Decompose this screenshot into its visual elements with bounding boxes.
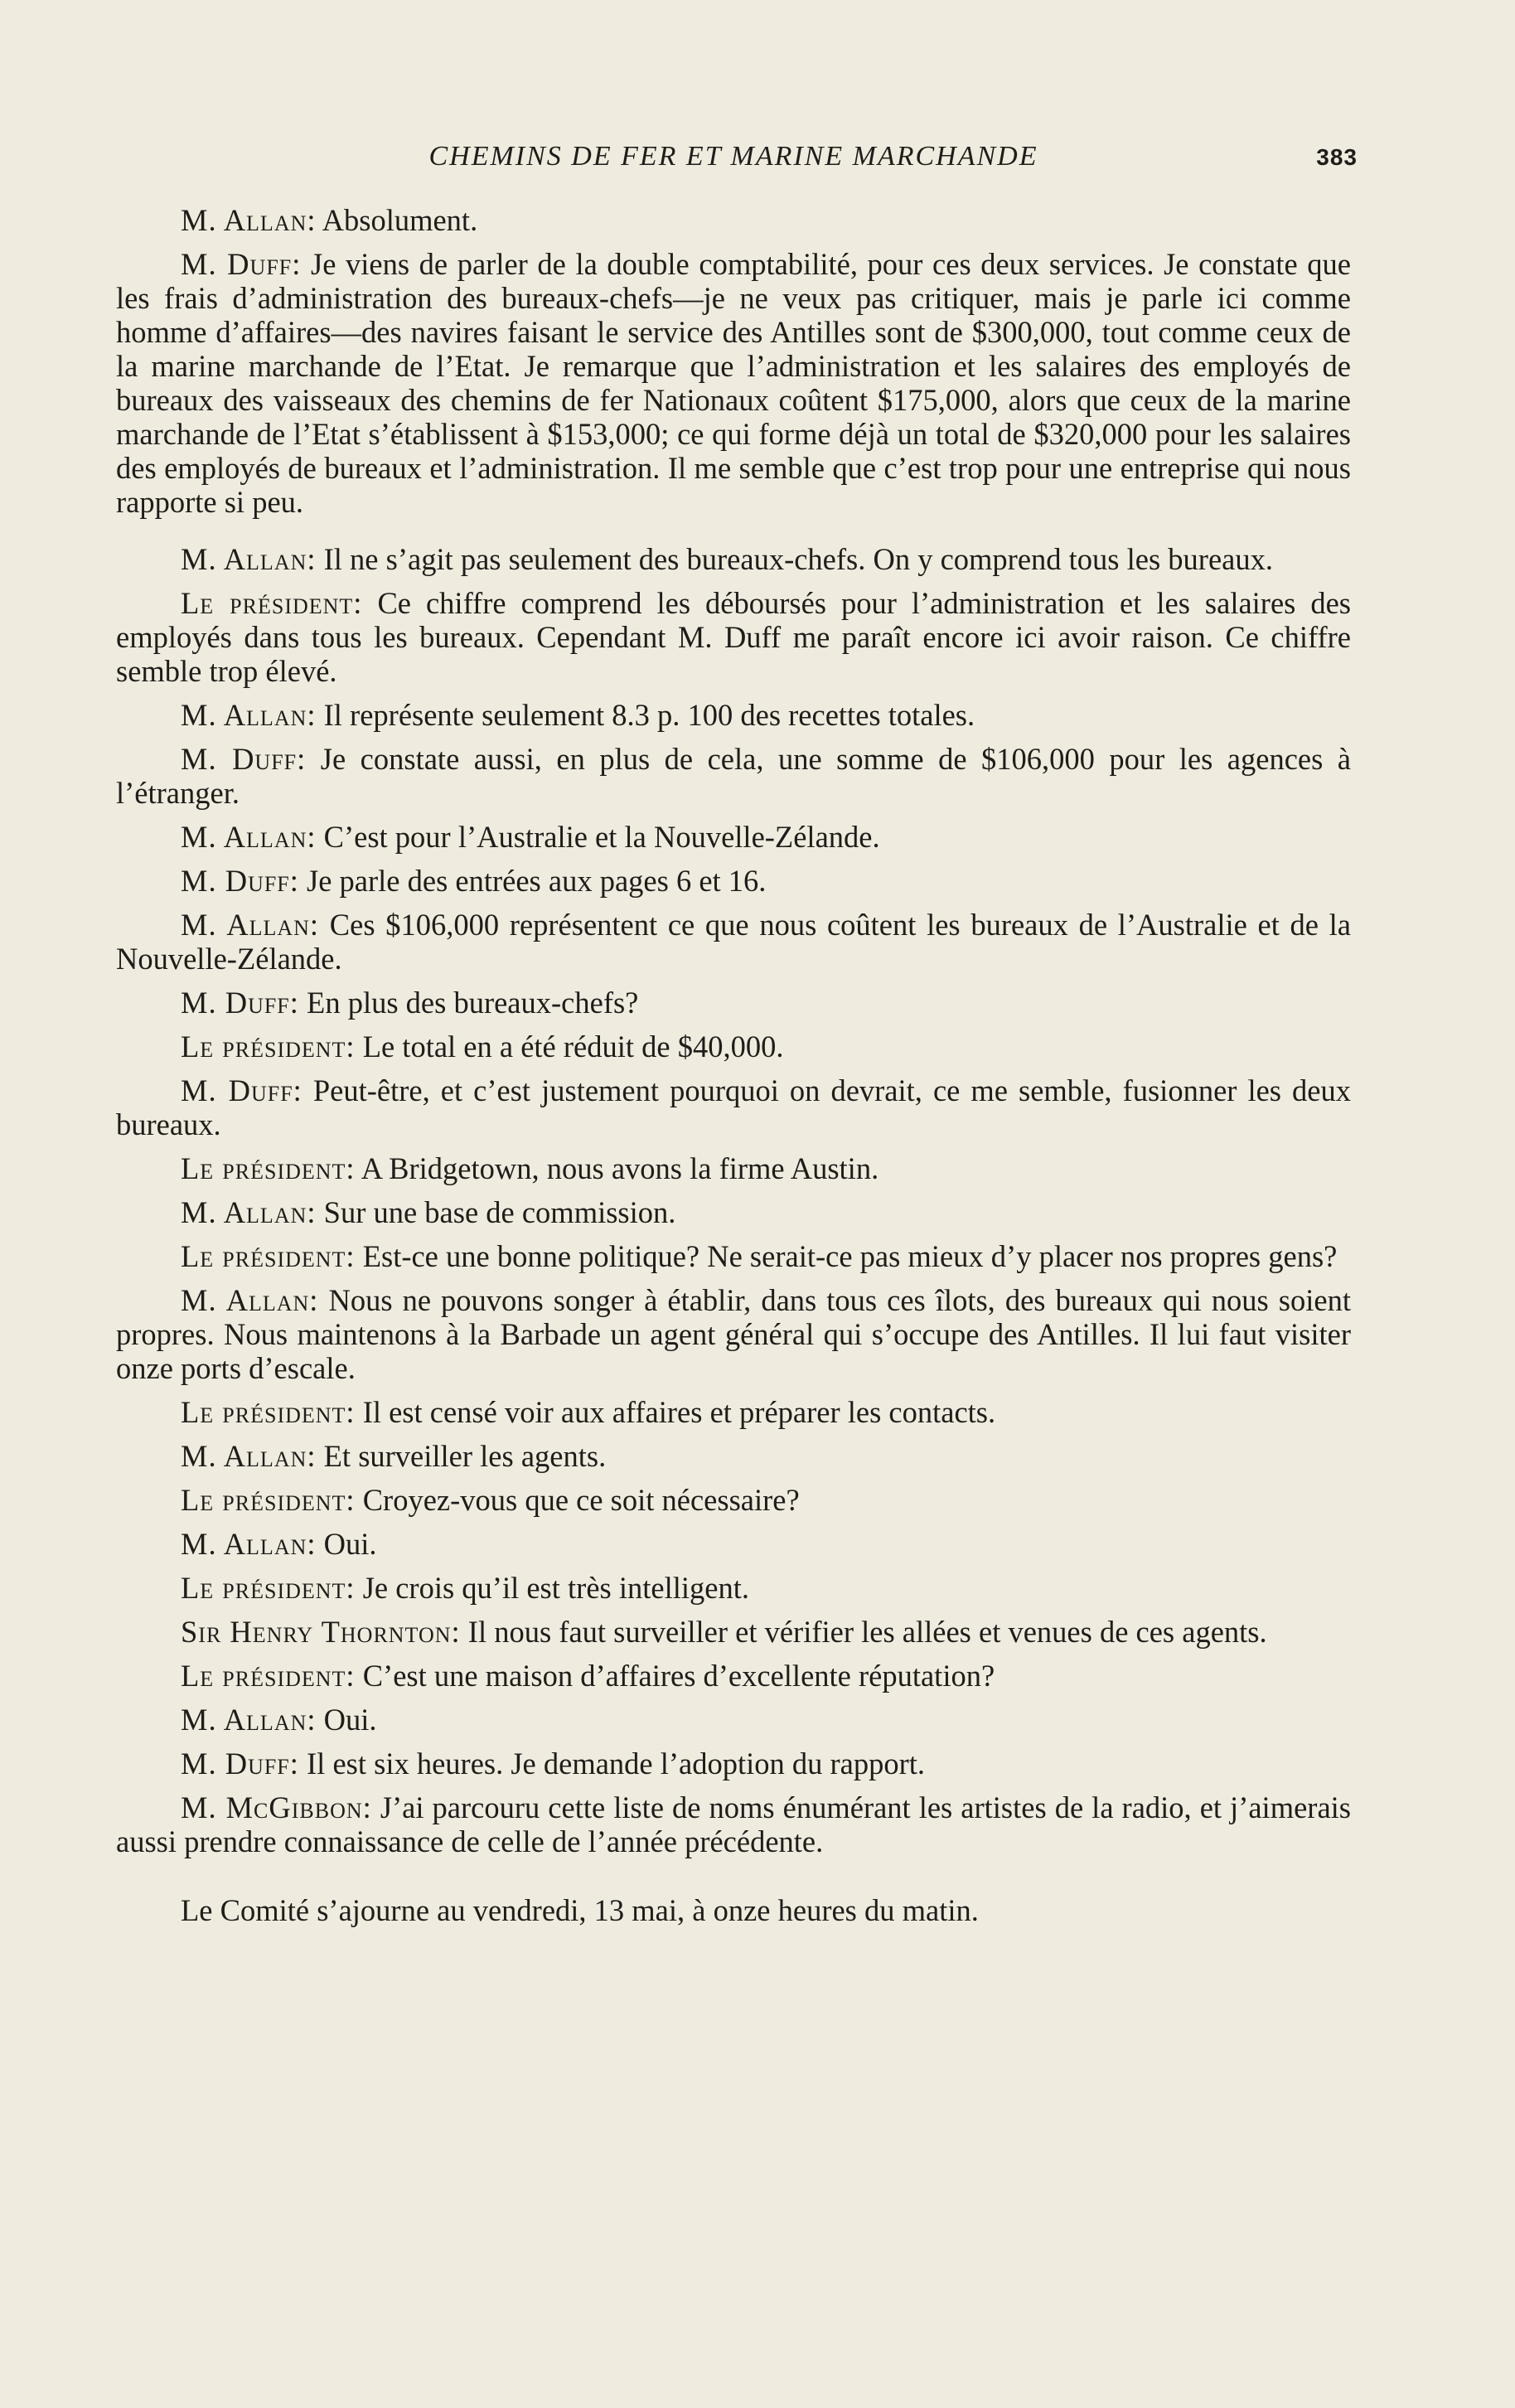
paragraph xyxy=(116,698,1351,732)
statement: Je parle des entrées aux pages 6 et 16. xyxy=(307,864,767,898)
paragraph xyxy=(116,542,1351,576)
speaker: M. Duff: xyxy=(181,864,299,898)
paragraph xyxy=(116,1439,1351,1473)
statement: Ce chiffre comprend les déboursés pour l’administration et les salaires des employés dans tous les bureaux. Cependant M. Duff me paraît encore ici avoir raison. Ce chiffre semble trop élevé. xyxy=(116,586,1352,688)
paragraph xyxy=(116,1747,1351,1781)
paragraph xyxy=(116,820,1351,854)
speaker: M. Duff: xyxy=(181,742,307,776)
paragraph xyxy=(116,247,1351,519)
page-number: 383 xyxy=(1316,144,1358,170)
statement: Il est six heures. Je demande l’adoption du rapport. xyxy=(307,1747,926,1781)
speaker: M. Allan: xyxy=(181,908,320,942)
statement: Est-ce une bonne politique? Ne serait-ce pas mieux d’y placer nos propres gens? xyxy=(362,1239,1338,1273)
speaker: M. Allan: xyxy=(181,820,317,854)
statement: Il nous faut surveiller et vérifier les allées et venues de ces agents. xyxy=(467,1615,1267,1649)
statement: Je crois qu’il est très intelligent. xyxy=(362,1571,749,1605)
paragraph xyxy=(116,986,1351,1020)
speaker: M. Allan: xyxy=(181,1703,317,1737)
paragraph xyxy=(116,1659,1351,1693)
running-header xyxy=(116,141,1358,184)
speaker: M. Allan: xyxy=(181,1527,317,1561)
statement: Il ne s’agit pas seulement des bureaux-chefs. On y comprend tous les bureaux. xyxy=(323,542,1273,576)
paragraph xyxy=(116,1483,1351,1517)
paragraph xyxy=(116,1527,1351,1561)
speaker: Le président: xyxy=(181,1239,356,1273)
paragraph xyxy=(116,1395,1351,1429)
statement: Le total en a été réduit de $40,000. xyxy=(362,1030,784,1063)
paragraph xyxy=(116,1571,1351,1605)
statement: Il est censé voir aux affaires et préparer les contacts. xyxy=(362,1395,996,1429)
statement: Je constate aussi, en plus de cela, une somme de $106,000 pour les agences à l’étranger. xyxy=(116,742,1352,810)
statement: Nous ne pouvons songer à établir, dans tous ces îlots, des bureaux qui nous soient propres. Nous maintenons à la Barbade un agent général qui s’occupe des Antilles. Il lui faut visiter onze ports d’escale. xyxy=(116,1283,1351,1385)
speaker: M. Duff: xyxy=(181,986,299,1020)
speaker: M. Allan: xyxy=(181,1283,319,1317)
statement: A Bridgetown, nous avons la firme Austin. xyxy=(361,1151,879,1185)
speaker: Le président: xyxy=(181,1483,356,1517)
closing-line: Le Comité s’ajourne au vendredi, 13 mai, à onze heures du matin. xyxy=(181,1893,979,1927)
statement: Oui. xyxy=(323,1703,377,1737)
statement: Absolument. xyxy=(322,203,478,237)
speaker: Le président: xyxy=(181,1030,356,1063)
statement: Je viens de parler de la double comptabilité, pour ces deux services. Je constate que les frais d’administration des bureaux-chefs—je ne veux pas critiquer, mais je parle ici comme homme d’affaires—des navires faisant le service des Antilles sont de $300,000, tout comme ceux de la marine marchande de l’Etat. Je remarque que l’administration et les salaires des employés de bureaux des vaisseaux des chemins de fer Nationaux coûtent $175,000, alors que ceux de la marine marchande de l’Etat s’établissent à $153,000; ce qui forme déjà un total de $320,000 pour les salaires des employés de bureaux et l’administration. Il me semble que c’est trop pour une entreprise qui nous rapporte si peu. xyxy=(116,247,1352,519)
paragraph xyxy=(116,1615,1351,1649)
speaker: M. Allan: xyxy=(181,1439,317,1473)
speaker: M. Allan: xyxy=(181,203,317,237)
speaker: Le président: xyxy=(181,1151,356,1185)
statement: Sur une base de commission. xyxy=(323,1195,676,1229)
paragraph xyxy=(116,1703,1351,1737)
paragraph xyxy=(116,1151,1351,1185)
statement: Ces $106,000 représentent ce que nous coûtent les bureaux de l’Australie et de la Nouvelle-Zélande. xyxy=(116,908,1352,976)
statement: Il représente seulement 8.3 p. 100 des recettes totales. xyxy=(323,698,975,732)
transcript-body xyxy=(116,203,1351,1937)
paragraph xyxy=(116,864,1351,898)
speaker: M. Duff: xyxy=(181,1747,299,1781)
statement: C’est une maison d’affaires d’excellente réputation? xyxy=(362,1659,995,1693)
paragraph xyxy=(116,1283,1351,1385)
paragraph xyxy=(116,1790,1351,1858)
paragraph xyxy=(116,742,1351,810)
speaker: M. Duff: xyxy=(181,247,302,281)
speaker: Le président: xyxy=(181,1659,356,1693)
speaker: M. Allan: xyxy=(181,1195,317,1229)
statement: Et surveiller les agents. xyxy=(323,1439,607,1473)
speaker: Sir Henry Thornton: xyxy=(181,1615,461,1649)
speaker: M. Allan: xyxy=(181,698,317,732)
speaker: Le président: xyxy=(181,1571,356,1605)
running-title: CHEMINS DE FER ET MARINE MARCHANDE xyxy=(428,141,1038,172)
statement: Oui. xyxy=(323,1527,377,1561)
statement: J’ai parcouru cette liste de noms énumérant les artistes de la radio, et j’aimerais aussi prendre connaissance de celle de l’année précédente. xyxy=(116,1790,1351,1858)
paragraph xyxy=(116,1239,1351,1273)
speaker: M. Allan: xyxy=(181,542,317,576)
speaker: M. Duff: xyxy=(181,1073,303,1107)
statement: En plus des bureaux-chefs? xyxy=(307,986,639,1020)
speaker: Le président: xyxy=(181,586,363,620)
paragraph xyxy=(116,908,1351,976)
paragraph xyxy=(116,1073,1351,1141)
statement: C’est pour l’Australie et la Nouvelle-Zélande. xyxy=(323,820,880,854)
speaker: M. McGibbon: xyxy=(181,1790,372,1824)
statement: Croyez-vous que ce soit nécessaire? xyxy=(362,1483,800,1517)
paragraph xyxy=(116,203,1351,237)
paragraph xyxy=(116,1030,1351,1063)
paragraph xyxy=(116,1195,1351,1229)
statement: Peut-être, et c’est justement pourquoi on devrait, ce me semble, fusionner les deux bureaux. xyxy=(116,1073,1351,1141)
paragraph xyxy=(116,586,1351,688)
speaker: Le président: xyxy=(181,1395,356,1429)
